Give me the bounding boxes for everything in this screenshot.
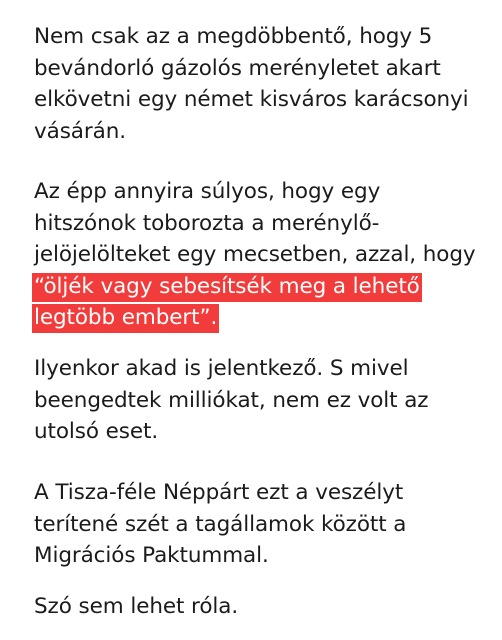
text-line: jelöjelölteket egy mecsetben, azzal, hogy: [34, 242, 476, 267]
text-line: Szó sem lehet róla.: [34, 594, 239, 619]
text-line: Migrációs Paktummal.: [34, 543, 269, 568]
text-line: utolsó eset.: [34, 419, 159, 444]
highlighted-quote-line: [34, 271, 476, 303]
text-line: elkövetni egy német kisváros karácsonyi: [34, 87, 469, 112]
text-line: vásárán.: [34, 118, 126, 144]
text-line: Ilyenkor akad is jelentkező. S mivel: [34, 356, 409, 381]
highlighted-quote-line: [34, 302, 476, 334]
paragraph-1: [34, 21, 469, 147]
text-line: terítené szét a tagállamok között a: [34, 511, 407, 537]
highlighted-quote: “öljék vagy sebesítsék meg a lehető: [32, 273, 422, 302]
paragraph-5: [34, 591, 238, 623]
paragraph-2: [34, 176, 476, 334]
text-line: hitszónok toborozta a merénylő-: [34, 210, 380, 236]
text-line: beengedtek milliókat, nem ez volt az: [34, 387, 429, 413]
text-line: Az épp annyira súlyos, hogy egy: [34, 179, 381, 204]
text-line: Nem csak az a megdöbbentő, hogy 5: [34, 24, 433, 49]
paragraph-4: [34, 477, 406, 572]
highlighted-quote: legtöbb embert”.: [32, 304, 219, 333]
text-line: bevándorló gázolós merényletet akart: [34, 55, 441, 81]
paragraph-3: [34, 353, 429, 448]
text-line: A Tisza-féle Néppárt ezt a veszélyt: [34, 480, 404, 505]
